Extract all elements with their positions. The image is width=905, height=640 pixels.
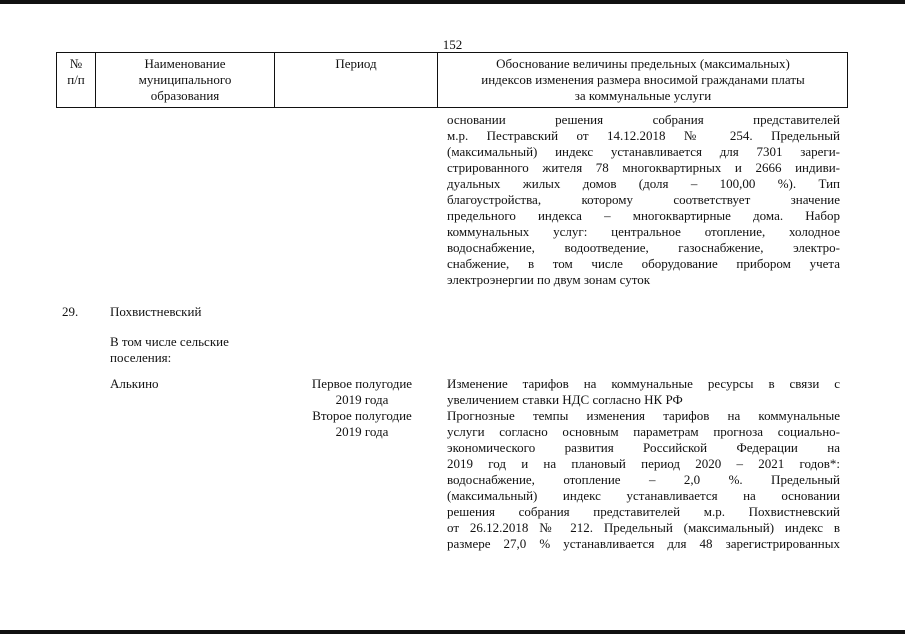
text-line: благоустройства, которому соответствует значение — [447, 192, 840, 207]
text-line: дуальных жилых домов (доля – 100,00 %). Тип — [447, 176, 840, 191]
text-line: Изменение тарифов на коммунальные ресурсы в связи с — [447, 376, 840, 391]
header-col-number: № п/п — [67, 56, 85, 87]
period-second-half: Второе полугодие 2019 года — [312, 408, 412, 439]
text-line: водоснабжение, водоотведение, газоснабжение, электро- — [447, 240, 840, 255]
text-line: решения собрания представителей м.р. Похвистневский — [447, 504, 840, 519]
text-line: снабжение, в том числе оборудование прибором учета — [447, 256, 840, 271]
settlement-name: Алькино — [110, 376, 159, 391]
text-line: (максимальный) индекс устанавливается для 7301 зареги- — [447, 144, 840, 159]
text-line: предельного индекса – многоквартирные дома. Набор — [447, 208, 840, 223]
header-col-basis: Обоснование величины предельных (максимальных) индексов изменения размера вносимой гражданами платы за коммунальные услуги — [481, 56, 805, 103]
header-col-name: Наименование муниципального образования — [138, 56, 232, 103]
header-col-period: Период — [335, 56, 377, 71]
text-line: 2019 год и на плановый период 2020 – 2021 годов*: — [447, 456, 840, 471]
table-header — [56, 52, 848, 108]
period-first-half: Первое полугодие 2019 года — [311, 376, 413, 407]
text-line: увеличением ставки НДС согласно НК РФ — [447, 392, 683, 407]
subheading-rural-settlements: В том числе сельские поселения: — [110, 334, 229, 365]
text-line: услуги согласно основным параметрам прогноза социально- — [447, 424, 840, 439]
row-number: 29. — [62, 304, 79, 319]
top-border — [0, 0, 905, 4]
text-line: основании решения собрания представителей — [447, 112, 840, 127]
text-line: м.р. Пестравский от 14.12.2018 № 254. Предельный — [447, 128, 840, 143]
text-line: Прогнозные темпы изменения тарифов на коммунальные — [447, 408, 840, 423]
text-line: коммунальных услуг: центральное отопление, холодное — [447, 224, 840, 239]
text-line: стрированного жителя 78 многоквартирных и 2666 индиви- — [447, 160, 840, 175]
bottom-border — [0, 630, 905, 634]
text-line: размере 27,0 % устанавливается для 48 зарегистрированных — [447, 536, 840, 551]
text-line: от 26.12.2018 № 212. Предельный (максимальный) индекс в — [447, 520, 840, 535]
text-line: (максимальный) индекс устанавливается на основании — [447, 488, 840, 503]
text-line: экономического развития Российской Федерации на — [447, 440, 840, 455]
page-number: 152 — [442, 37, 463, 52]
text-line: водоснабжение, отопление – 2,0 %. Предельный — [447, 472, 840, 487]
text-line: электроэнергии по двум зонам суток — [447, 272, 651, 287]
municipality-name: Похвистневский — [110, 304, 202, 319]
